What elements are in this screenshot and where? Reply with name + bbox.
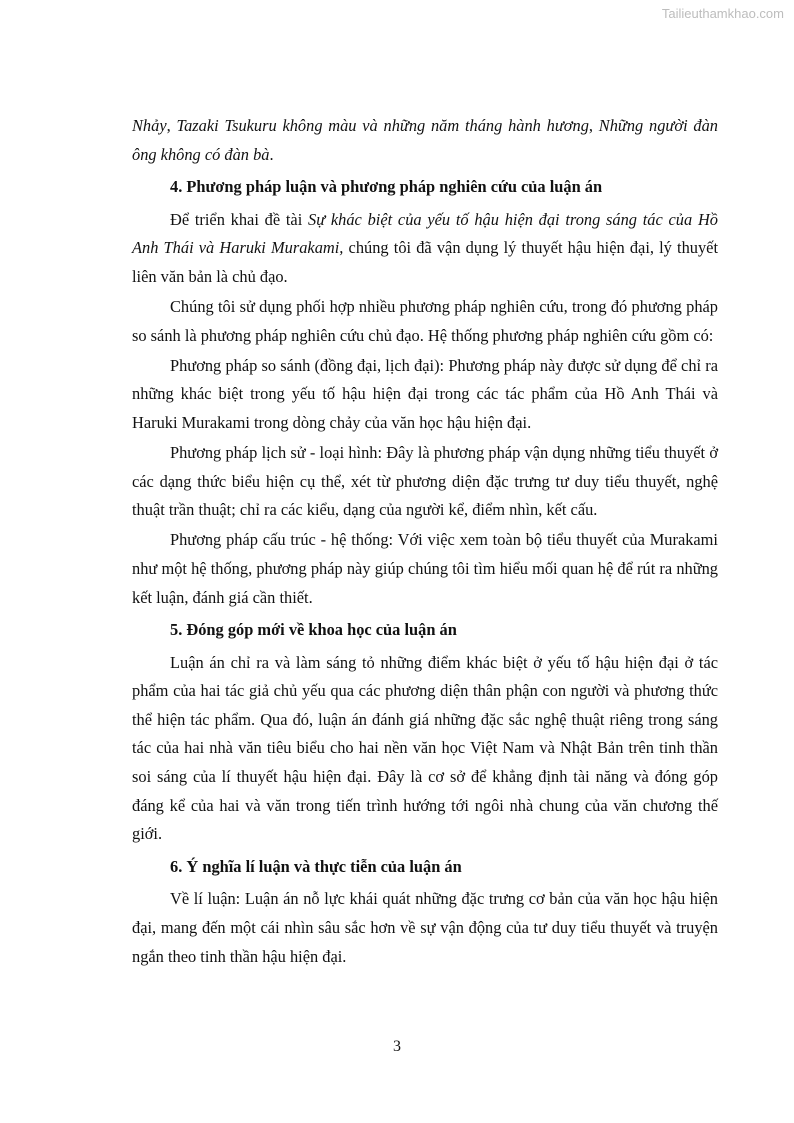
heading-significance: 6. Ý nghĩa lí luận và thực tiễn của luận án [170,856,462,876]
heading-contributions: 5. Đóng góp mới về khoa học của luận án [170,620,457,640]
paragraph-topic [132,206,718,292]
text-run: chúng tôi đã vận dụng lý thuyết hậu hiện đại, lý thuyết liên văn bản là chủ đạo. [132,238,719,286]
separator: , [166,116,177,135]
paragraph-historical-method: Phương pháp lịch sử - loại hình: Đây là phương pháp vận dụng những tiểu thuyết ở các dạng thức biểu hiện cụ thể, xét từ phương diện đặc trưng tư duy tiểu thuyết, nghệ thuật trần thuật; chỉ ra các kiểu, dạng của người kể, điểm nhìn, kết cấu. [132,443,718,520]
paragraph-comparative-method: Phương pháp so sánh (đồng đại, lịch đại): Phương pháp này được sử dụng để chỉ ra những khác biệt trong yếu tố hậu hiện đại trong các tác phẩm của Hồ Anh Thái và Haruki Murakami trong dòng chảy của văn học hậu hiện đại. [132,355,718,432]
paragraph-continuation [132,112,718,169]
text-run: Để triển khai đề tài [170,209,308,229]
paragraph-methods-intro: Chúng tôi sử dụng phối hợp nhiều phương pháp nghiên cứu, trong đó phương pháp so sánh là phương pháp nghiên cứu chủ đạo. Hệ thống phương pháp nghiên cứu gồm có: [132,297,718,345]
paragraph-theoretical-significance: Về lí luận: Luận án nỗ lực khái quát những đặc trưng cơ bản của văn học hậu hiện đại, mang đến một cái nhìn sâu sắc hơn về sự vận động của tư duy tiểu thuyết và truyện ngắn theo tinh thần hậu hiện đại. [132,889,718,966]
paragraph-structural-method: Phương pháp cấu trúc - hệ thống: Với việc xem toàn bộ tiểu thuyết của Murakami như một hệ thống, phương pháp này giúp chúng tôi tìm hiểu mối quan hệ để rút ra những kết luận, đánh giá cần thiết. [132,530,718,607]
period: . [269,144,274,164]
document-body [132,112,718,973]
paragraph-contributions: Luận án chỉ ra và làm sáng tỏ những điểm khác biệt ở yếu tố hậu hiện đại ở tác phẩm của hai tác giả chủ yếu qua các phương diện thân phận con người và phương thức thể hiện tác phẩm. Qua đó, luận án đánh giá những đặc sắc nghệ thuật riêng trong sáng tác của hai nhà văn tiêu biểu cho hai nền văn học Việt Nam và Nhật Bản trên tinh thần soi sáng của lí thuyết hậu hiện đại. Đây là cơ sở để khẳng định tài năng và đóng góp đáng kể của hai và văn trong tiến trình hướng tới ngôi nhà chung của văn chương thế giới. [132,652,718,844]
title-tazaki: Tazaki Tsukuru không màu và những năm tháng hành hương [176,116,589,135]
page-number: 3 [393,1038,401,1055]
heading-methodology: 4. Phương pháp luận và phương pháp nghiên cứu của luận án [170,177,603,197]
watermark: Tailieuthamkhao.com [661,6,784,21]
thesis-title: Sự khác biệt của yếu tố hậu hiện đại trong sáng tác của Hồ Anh Thái và Haruki Murakami, [132,209,718,258]
title-men-without-women: Những người đàn ông không có đàn bà [132,116,718,164]
separator: , [588,116,599,135]
title-nhay: Nhảy [132,116,167,135]
